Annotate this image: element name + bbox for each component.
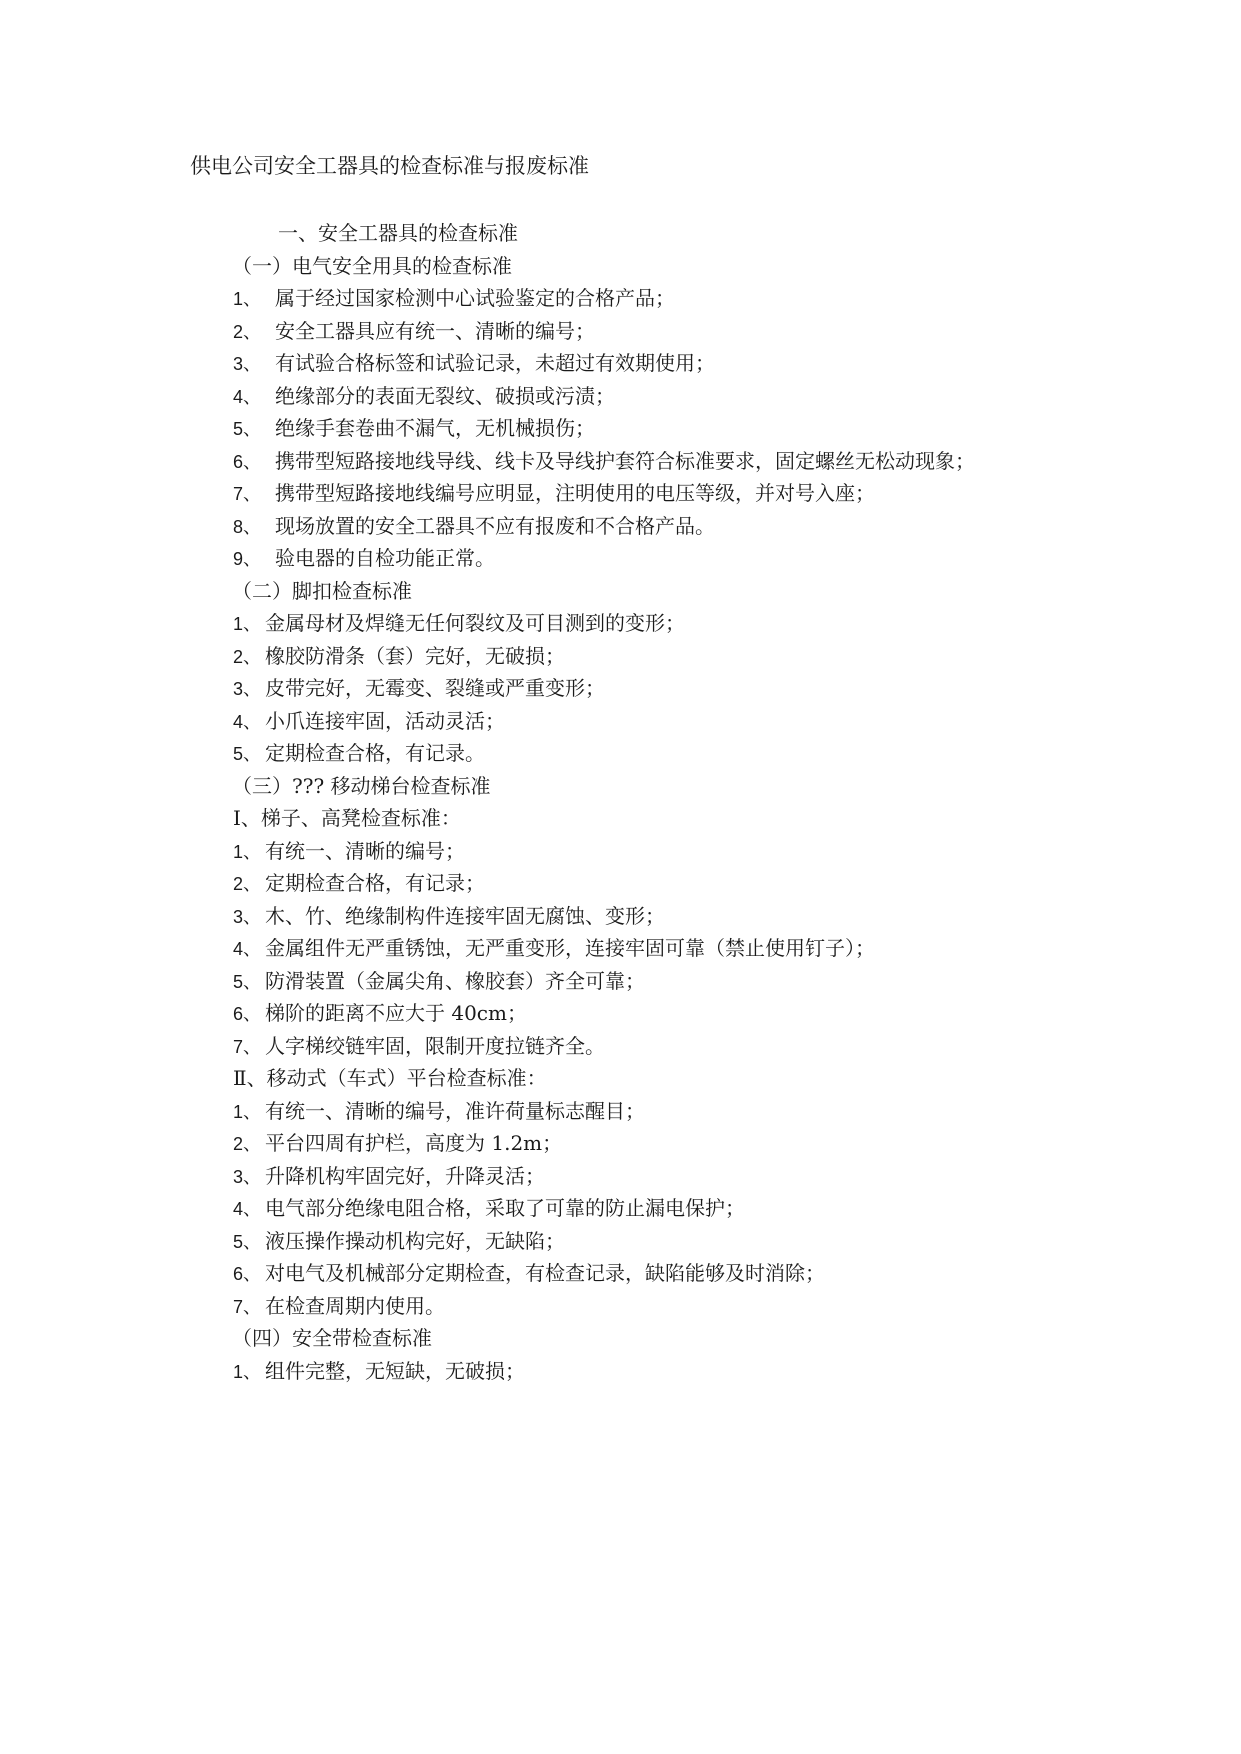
- list-item: [0, 705, 1241, 738]
- document-body: [0, 217, 1241, 1387]
- item-number: 1、: [233, 841, 262, 862]
- item-number: 5、: [233, 744, 262, 764]
- item-number: 2、: [233, 1134, 262, 1154]
- list-item: [0, 835, 1241, 868]
- item-text: 电气部分绝缘电阻合格，采取了可靠的防止漏电保护；: [265, 1196, 745, 1220]
- item-number: 1、: [233, 614, 262, 634]
- document-title: 供电公司安全工器具的检查标准与报废标准: [190, 154, 589, 178]
- item-text: 防滑装置（金属尖角、橡胶套）齐全可靠；: [265, 968, 645, 993]
- item-number: 5、: [233, 419, 262, 439]
- item-number: 5、: [233, 971, 262, 992]
- list-item: [0, 412, 1241, 445]
- item-text: 对电气及机械部分定期检查，有检查记录，缺陷能够及时消除；: [265, 1261, 825, 1285]
- part-heading: Ⅰ、梯子、高凳检查标准：: [233, 806, 461, 830]
- list-item: [0, 477, 1241, 510]
- subsection-heading: （四）安全带检查标准: [232, 1326, 432, 1350]
- item-number: 2、: [233, 646, 262, 667]
- item-text: 小爪连接牢固，活动灵活；: [265, 708, 505, 733]
- item-text: 携带型短路接地线编号应明显，注明使用的电压等级，并对号入座；: [275, 481, 875, 505]
- item-text: 定期检查合格，有记录；: [265, 871, 485, 895]
- item-text: 组件完整，无短缺，无破损；: [265, 1358, 525, 1383]
- item-number: 4、: [233, 711, 262, 732]
- list-item: [0, 1160, 1241, 1193]
- item-number: 7、: [233, 1296, 262, 1317]
- item-text: 有试验合格标签和试验记录，未超过有效期使用；: [275, 351, 715, 375]
- subsection-heading: （一）电气安全用具的检查标准: [232, 253, 512, 278]
- item-number: 7、: [233, 1036, 262, 1057]
- list-item: [0, 1192, 1241, 1225]
- list-item: [0, 1030, 1241, 1063]
- item-text: 现场放置的安全工器具不应有报废和不合格产品。: [275, 513, 715, 538]
- list-item: [0, 737, 1241, 770]
- item-number: 3、: [233, 906, 262, 927]
- item-number: 1、: [233, 1101, 262, 1122]
- item-text: 有统一、清晰的编号；: [265, 838, 465, 863]
- item-number: 8、: [233, 516, 262, 537]
- item-number: 4、: [233, 1199, 262, 1219]
- list-item: [0, 932, 1241, 965]
- part-heading: Ⅱ、移动式（车式）平台检查标准：: [233, 1066, 547, 1090]
- list-item: [0, 510, 1241, 543]
- list-item: [0, 1225, 1241, 1258]
- item-text: 绝缘手套卷曲不漏气，无机械损伤；: [275, 416, 595, 440]
- item-number: 3、: [233, 354, 262, 374]
- item-text: 皮带完好，无霉变、裂缝或严重变形；: [265, 676, 605, 700]
- item-text: 木、竹、绝缘制构件连接牢固无腐蚀、变形；: [265, 903, 665, 928]
- list-item: [0, 347, 1241, 380]
- list-item: [0, 900, 1241, 933]
- item-number: 3、: [233, 1166, 262, 1187]
- list-item: [0, 1355, 1241, 1388]
- list-item: [0, 867, 1241, 900]
- item-number: 6、: [233, 1264, 262, 1284]
- item-number: 4、: [233, 386, 262, 407]
- item-text: 升降机构牢固完好，升降灵活；: [265, 1163, 545, 1188]
- item-number: 6、: [233, 1004, 262, 1024]
- item-number: 2、: [233, 321, 262, 342]
- subsection-heading: （二）脚扣检查标准: [232, 578, 412, 603]
- list-item: [0, 380, 1241, 413]
- subsection-heading: （三）??? 移动梯台检查标准: [232, 773, 491, 798]
- item-text: 人字梯绞链牢固，限制开度拉链齐全。: [265, 1033, 605, 1058]
- item-text: 金属母材及焊缝无任何裂纹及可目测到的变形；: [265, 611, 685, 635]
- item-text: 安全工器具应有统一、清晰的编号；: [275, 318, 595, 343]
- item-number: 3、: [233, 679, 262, 699]
- list-item: [0, 445, 1241, 478]
- item-text: 属于经过国家检测中心试验鉴定的合格产品；: [275, 286, 675, 310]
- item-number: 7、: [233, 484, 262, 504]
- item-text: 金属组件无严重锈蚀，无严重变形，连接牢固可靠（禁止使用钉子）；: [265, 936, 875, 960]
- item-number: 6、: [233, 451, 262, 472]
- list-item: [0, 542, 1241, 575]
- list-item: [0, 997, 1241, 1030]
- list-item: [0, 1095, 1241, 1128]
- item-number: 9、: [233, 549, 262, 569]
- item-number: 5、: [233, 1231, 262, 1252]
- list-item: [0, 1257, 1241, 1290]
- item-text: 橡胶防滑条（套）完好，无破损；: [265, 643, 565, 668]
- section-heading: 一、安全工器具的检查标准: [278, 221, 518, 245]
- item-text: 平台四周有护栏，高度为 1.2m；: [265, 1131, 563, 1155]
- item-number: 1、: [233, 1361, 262, 1382]
- item-text: 有统一、清晰的编号，准许荷量标志醒目；: [265, 1098, 645, 1123]
- list-item: [0, 282, 1241, 315]
- item-number: 1、: [233, 289, 262, 309]
- list-item: [0, 1127, 1241, 1160]
- list-item: [0, 1290, 1241, 1323]
- list-item: [0, 315, 1241, 348]
- list-item: [0, 640, 1241, 673]
- item-text: 液压操作操动机构完好，无缺陷；: [265, 1228, 565, 1253]
- item-text: 定期检查合格，有记录。: [265, 741, 485, 765]
- item-number: 4、: [233, 939, 262, 959]
- item-text: 验电器的自检功能正常。: [275, 546, 495, 570]
- item-text: 携带型短路接地线导线、线卡及导线护套符合标准要求，固定螺丝无松动现象；: [275, 448, 975, 473]
- item-text: 绝缘部分的表面无裂纹、破损或污渍；: [275, 383, 615, 408]
- item-text: 梯阶的距离不应大于 40cm；: [265, 1001, 527, 1025]
- list-item: [0, 607, 1241, 640]
- item-number: 2、: [233, 874, 262, 894]
- list-item: [0, 672, 1241, 705]
- item-text: 在检查周期内使用。: [265, 1293, 445, 1318]
- list-item: [0, 965, 1241, 998]
